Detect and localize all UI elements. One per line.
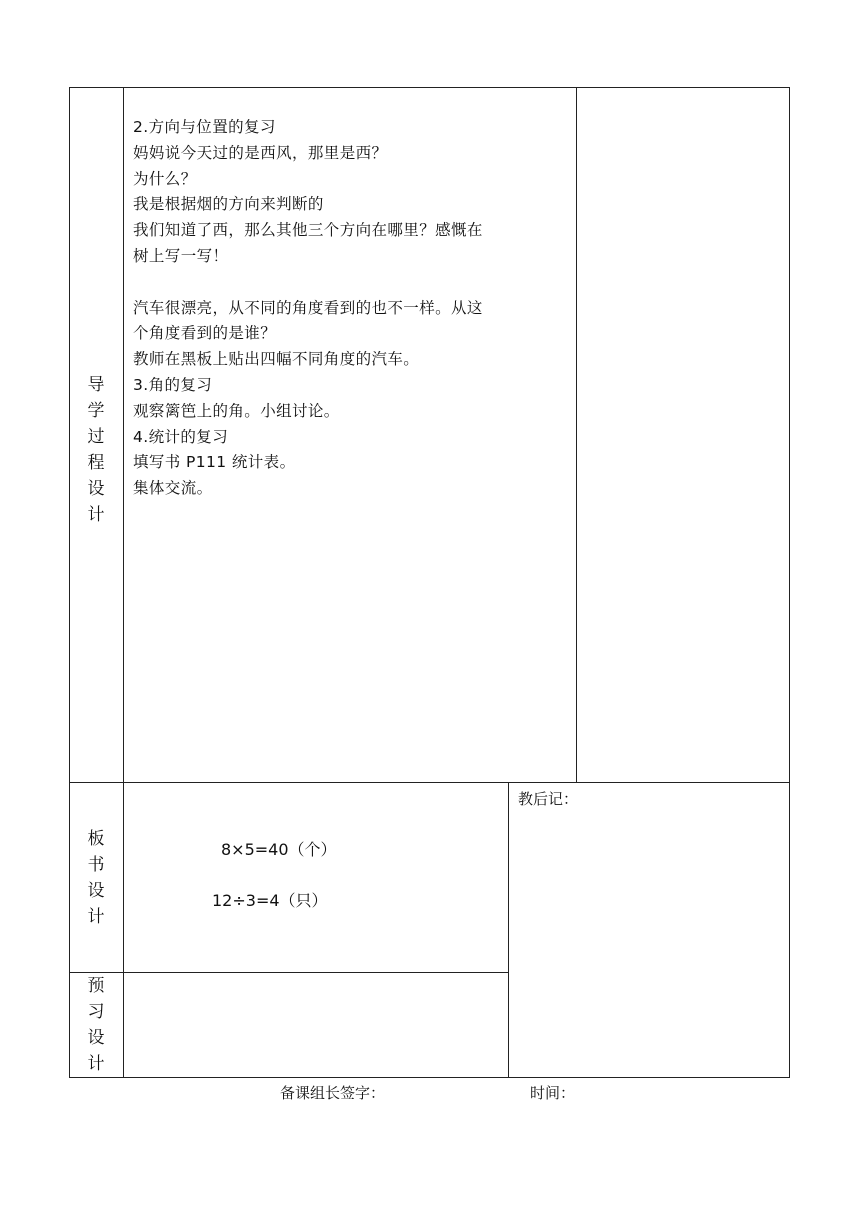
content-line: 集体交流。: [133, 479, 213, 498]
content-line: 教师在黑板上贴出四幅不同角度的汽车。: [133, 350, 420, 369]
content-line: 4.统计的复习: [133, 427, 229, 446]
label-char: 计: [87, 907, 105, 927]
table-border-bottom: [69, 1077, 790, 1078]
board-equation-1: 8×5=40（个）: [221, 840, 337, 859]
preview-design-label: [69, 973, 123, 1077]
guide-process-content: [133, 115, 573, 502]
label-char: 设: [87, 881, 105, 901]
label-char: 程: [87, 453, 105, 473]
content-line: 观察篱笆上的角。小组讨论。: [133, 401, 340, 420]
label-char: 计: [87, 1054, 105, 1074]
guide-process-label: [69, 372, 123, 528]
table-border-top: [69, 87, 790, 88]
content-line: 树上写一写！: [133, 246, 229, 265]
table-guide-notes-divider: [576, 87, 577, 783]
label-char: 设: [87, 1028, 105, 1048]
table-label-column-divider: [123, 87, 124, 1078]
label-char: 预: [87, 976, 105, 996]
after-class-notes-label: 教后记：: [518, 790, 579, 808]
blank-line: [133, 270, 573, 296]
content-line: 妈妈说今天过的是西风，那里是西？: [133, 143, 388, 162]
content-line: 汽车很漂亮，从不同的角度看到的也不一样。从这: [133, 298, 483, 317]
signature-label: 备课组长签字：: [280, 1084, 386, 1102]
label-char: 计: [87, 505, 105, 525]
label-char: 导: [87, 375, 105, 395]
table-divider-board-preview: [69, 972, 509, 973]
content-line: 3.角的复习: [133, 375, 213, 394]
label-char: 设: [87, 479, 105, 499]
table-border-right: [789, 87, 790, 1078]
content-line: 我们知道了西，那么其他三个方向在哪里？感慨在: [133, 221, 483, 240]
board-equation-2: 12÷3=4（只）: [212, 891, 328, 910]
content-line: 为什么？: [133, 169, 197, 188]
label-char: 板: [87, 829, 105, 849]
label-char: 书: [87, 855, 105, 875]
time-label: 时间：: [530, 1084, 576, 1102]
table-divider-guide-board: [69, 782, 790, 783]
content-line: 填写书 P111 统计表。: [133, 453, 296, 472]
content-line: 我是根据烟的方向来判断的: [133, 195, 324, 214]
label-char: 习: [87, 1002, 105, 1022]
content-line: 2.方向与位置的复习: [133, 118, 276, 136]
label-char: 学: [87, 401, 105, 421]
board-design-label: [69, 826, 123, 930]
table-board-notes-divider: [508, 782, 509, 1078]
label-char: 过: [87, 427, 105, 447]
content-line: 个角度看到的是谁？: [133, 324, 277, 343]
